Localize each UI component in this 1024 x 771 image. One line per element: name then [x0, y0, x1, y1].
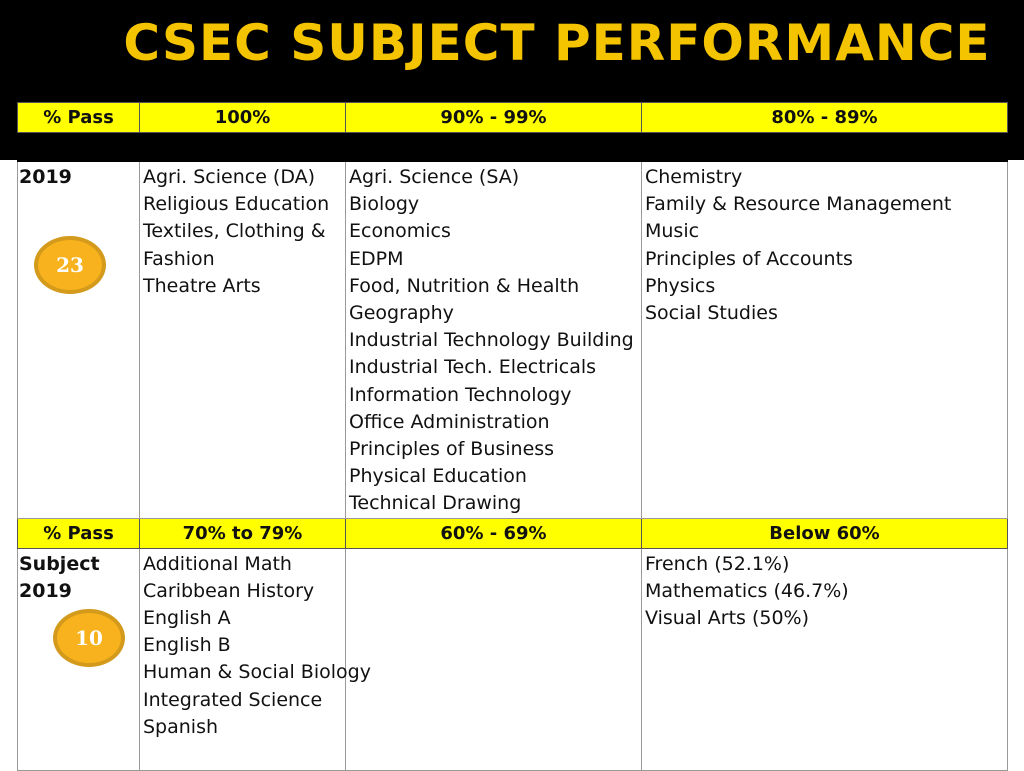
subject-item: Food, Nutrition & Health [349, 274, 580, 297]
row-label-cell [18, 548, 140, 770]
subject-item: Music [645, 220, 700, 243]
subjects-100-cell [140, 162, 346, 519]
subject-item: Office Administration [349, 410, 550, 433]
subjects-60-cell [346, 548, 642, 770]
row-label-subject: Subject [19, 552, 100, 575]
subject-list [642, 162, 1007, 327]
subject-item: Textiles, Clothing & Fashion [143, 220, 326, 270]
subject-item: Agri. Science (DA) [143, 166, 316, 188]
subjects-below60-cell [642, 548, 1008, 770]
subject-item: Agri. Science (SA) [349, 166, 520, 188]
subject-item: Family & Resource Management [645, 193, 952, 216]
subjects-80-cell [642, 162, 1008, 519]
subject-item: Biology [349, 193, 420, 216]
subject-item: Spanish [143, 715, 219, 738]
count-badge: 10 [53, 609, 125, 667]
header-cell: 70% to 79% [140, 518, 346, 548]
subject-item: Principles of Accounts [645, 247, 853, 270]
header-cell: 80% - 89% [642, 103, 1008, 133]
subject-item: Principles of Business [349, 438, 555, 461]
subject-item: Mathematics (46.7%) [645, 579, 849, 602]
header-row-1 [18, 103, 1008, 133]
subject-item: Additional Math [143, 552, 292, 575]
subject-item: Social Studies [645, 302, 778, 325]
subject-item: English A [143, 607, 231, 630]
subject-item: French (52.1%) [645, 552, 790, 575]
header-row-2 [18, 518, 1008, 548]
subject-item: Religious Education [143, 193, 330, 216]
subject-list [140, 162, 345, 300]
subject-list [346, 549, 641, 551]
subject-item: Chemistry [645, 166, 743, 188]
subject-item: Visual Arts (50%) [645, 607, 810, 630]
row-label-year: 2019 [19, 579, 72, 602]
subject-item: Economics [349, 220, 451, 243]
subjects-row-2 [18, 548, 1008, 770]
count-badge: 23 [34, 236, 106, 294]
page-title: CSEC SUBJECT PERFORMANCE [123, 14, 991, 72]
performance-table-wrapper [17, 102, 1008, 771]
subject-item: Industrial Tech. Electricals [349, 356, 597, 379]
subject-item: Physics [645, 274, 716, 297]
header-cell: 60% - 69% [346, 518, 642, 548]
subject-list [140, 549, 371, 741]
subject-list [642, 549, 1007, 633]
subjects-70-cell [140, 548, 371, 770]
header-cell: % Pass [18, 518, 140, 548]
header-cell: Below 60% [642, 518, 1008, 548]
subject-item: Integrated Science [143, 688, 323, 711]
row-label-cell [18, 162, 140, 519]
header-cell: % Pass [18, 103, 140, 133]
subject-item: Information Technology [349, 383, 572, 406]
subject-item: Industrial Technology Building [349, 329, 634, 352]
subject-item: Human & Social Biology [143, 661, 371, 684]
subject-item: Technical Drawing [349, 492, 522, 515]
header-cell: 90% - 99% [346, 103, 642, 133]
subject-item: English B [143, 634, 231, 657]
row-label-year: 2019 [19, 166, 72, 188]
subjects-90-cell [346, 162, 642, 519]
subjects-row-1 [18, 162, 1008, 519]
header-cell: 100% [140, 103, 346, 133]
subject-item: EDPM [349, 247, 404, 270]
subject-item: Physical Education [349, 465, 527, 488]
performance-table [17, 102, 1008, 771]
subject-item: Geography [349, 302, 454, 325]
subject-list [346, 162, 641, 518]
header-gap [18, 133, 1008, 162]
subject-item: Caribbean History [143, 579, 315, 602]
subject-item: Theatre Arts [143, 274, 261, 297]
